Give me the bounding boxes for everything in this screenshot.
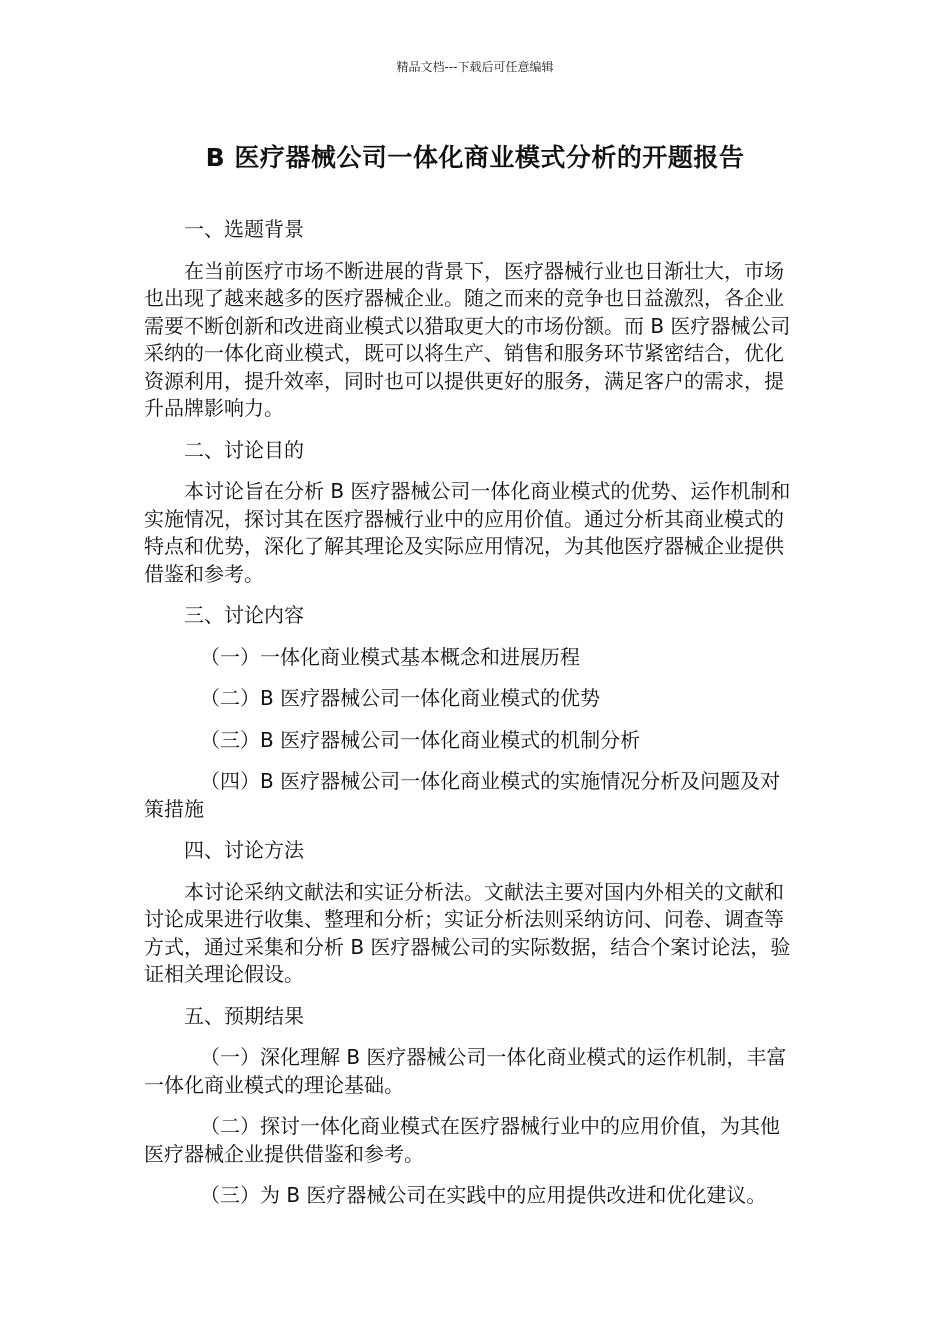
list-item: （四）B 医疗器械公司一体化商业模式的实施情况分析及问题及对策措施 [144,769,781,821]
section-heading: 一、选题背景 [184,217,304,241]
list-item: （一）一体化商业模式基本概念和进展历程 [200,644,580,669]
section-heading: 二、讨论目的 [184,437,304,462]
section-heading: 三、讨论内容 [184,603,304,627]
document-body [144,216,792,1210]
list-item: （三）为 B 医疗器械公司在实践中的应用提供改进和优化建议。 [200,1183,767,1207]
paragraph: 本讨论采纳文献法和实证分析法。文献法主要对国内外相关的文献和讨论成果进行收集、整理和分析；实证分析法则采纳访问、问卷、调查等方式，通过采集和分析 B 医疗器械公司的实际数据，结合个案讨论法，验证相关理论假设。 [144,879,791,986]
paragraph: 在当前医疗市场不断进展的背景下，医疗器械行业也日渐壮大，市场也出现了越来越多的医疗器械企业。随之而来的竞争也日益激烈，各企业需要不断创新和改进商业模式以猎取更大的市场份额。而 B 医疗器械公司采纳的一体化商业模式，既可以将生产、销售和服务环节紧密结合，优化资源利用，提升效率，同时也可以提供更好的服务，满足客户的需求，提升品牌影响力。 [144,258,791,420]
paragraph: 本讨论旨在分析 B 医疗器械公司一体化商业模式的优势、运作机制和实施情况，探讨其在医疗器械行业中的应用价值。通过分析其商业模式的特点和优势，深化了解其理论及实际应用情况，为其他医疗器械企业提供借鉴和参考。 [144,479,791,586]
header-watermark: 精品文档---下载后可任意编辑 [396,60,554,74]
list-item: （三）B 医疗器械公司一体化商业模式的机制分析 [200,727,641,752]
document-title: B 医疗器械公司一体化商业模式分析的开题报告 [205,143,745,172]
list-item: （一）深化理解 B 医疗器械公司一体化商业模式的运作机制，丰富一体化商业模式的理论基础。 [144,1045,787,1097]
section-heading: 五、预期结果 [184,1003,304,1028]
list-item: （二）B 医疗器械公司一体化商业模式的优势 [200,686,601,710]
list-item: （二）探讨一体化商业模式在医疗器械行业中的应用价值，为其他医疗器械企业提供借鉴和参考。 [144,1114,780,1166]
section-heading: 四、讨论方法 [184,838,304,862]
